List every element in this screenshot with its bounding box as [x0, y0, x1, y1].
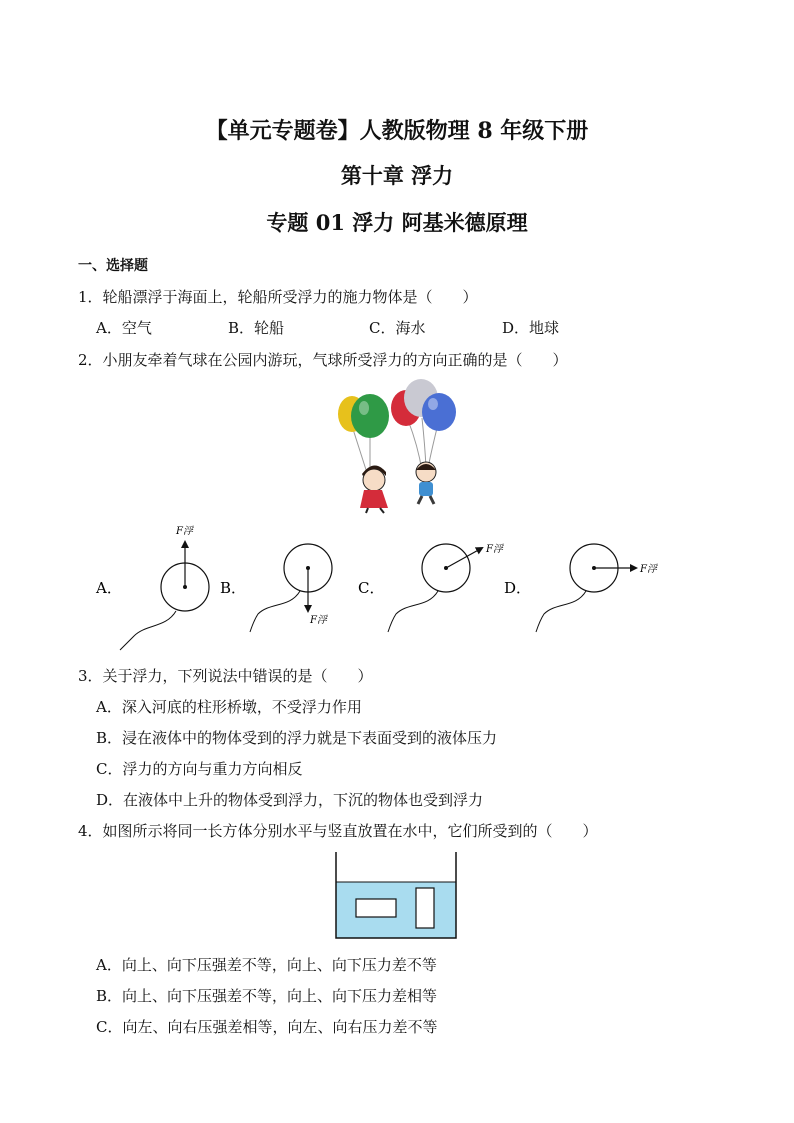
question-4-option-c: C．向左、向右压强差相等，向左、向右压力差不等: [96, 1018, 438, 1036]
girl-figure: [360, 465, 388, 513]
option-d-label: D．: [504, 579, 532, 597]
vertical-block: [416, 888, 434, 928]
option-c-force-label: F浮: [486, 544, 503, 555]
question-1-option-b: B．轮船: [228, 319, 285, 337]
option-a-label: A．: [96, 579, 122, 597]
balloon-blue: [422, 393, 456, 431]
question-3-stem: 3．关于浮力，下列说法中错误的是（ ）: [78, 667, 373, 685]
boy-figure: [416, 462, 436, 504]
chapter-title: 第十章 浮力: [340, 163, 454, 188]
question-4-container-diagram: [330, 850, 462, 942]
option-d-diagram: [504, 544, 658, 632]
option-a-diagram: [95, 525, 209, 650]
question-2-force-diagrams: [86, 516, 686, 656]
option-c-diagram: [358, 543, 504, 632]
option-b-diagram: [220, 544, 332, 632]
document-title: 【单元专题卷】人教版物理 8 年级下册: [205, 118, 589, 144]
question-3-option-d: D．在液体中上升的物体受到浮力，下沉的物体也受到浮力: [96, 791, 484, 809]
question-4-stem: 4．如图所示将同一长方体分别水平与竖直放置在水中，它们所受到的（ ）: [78, 822, 598, 840]
children-with-balloons-image: [330, 376, 460, 514]
question-4-option-a: A．向上、向下压强差不等，向上、向下压力差不等: [96, 956, 437, 974]
question-4-option-b: B．向上、向下压强差不等，向上、向下压力差相等: [96, 987, 438, 1005]
topic-title: 专题 01 浮力 阿基米德原理: [266, 210, 528, 235]
option-c-label: C．: [358, 579, 385, 597]
question-3-option-b: B．浸在液体中的物体受到的浮力就是下表面受到的液体压力: [96, 729, 498, 747]
question-1-stem: 1．轮船漂浮于海面上，轮船所受浮力的施力物体是（ ）: [78, 288, 478, 306]
question-1-option-c: C．海水: [369, 319, 426, 337]
option-b-force-label: F浮: [310, 615, 327, 626]
option-b-label: B．: [220, 579, 247, 597]
question-3-option-c: C．浮力的方向与重力方向相反: [96, 760, 303, 778]
horizontal-block: [356, 899, 396, 917]
option-d-force-label: F浮: [640, 564, 657, 575]
question-3-option-a: A．深入河底的柱形桥墩，不受浮力作用: [96, 698, 362, 716]
balloon-green: [351, 394, 389, 438]
option-a-force-label: F浮: [176, 526, 193, 537]
question-1-option-d: D．地球: [502, 319, 560, 337]
question-2-stem: 2．小朋友牵着气球在公园内游玩，气球所受浮力的方向正确的是（ ）: [78, 351, 568, 369]
section-heading: 一、选择题: [78, 258, 148, 274]
question-1-option-a: A．空气: [96, 319, 152, 337]
